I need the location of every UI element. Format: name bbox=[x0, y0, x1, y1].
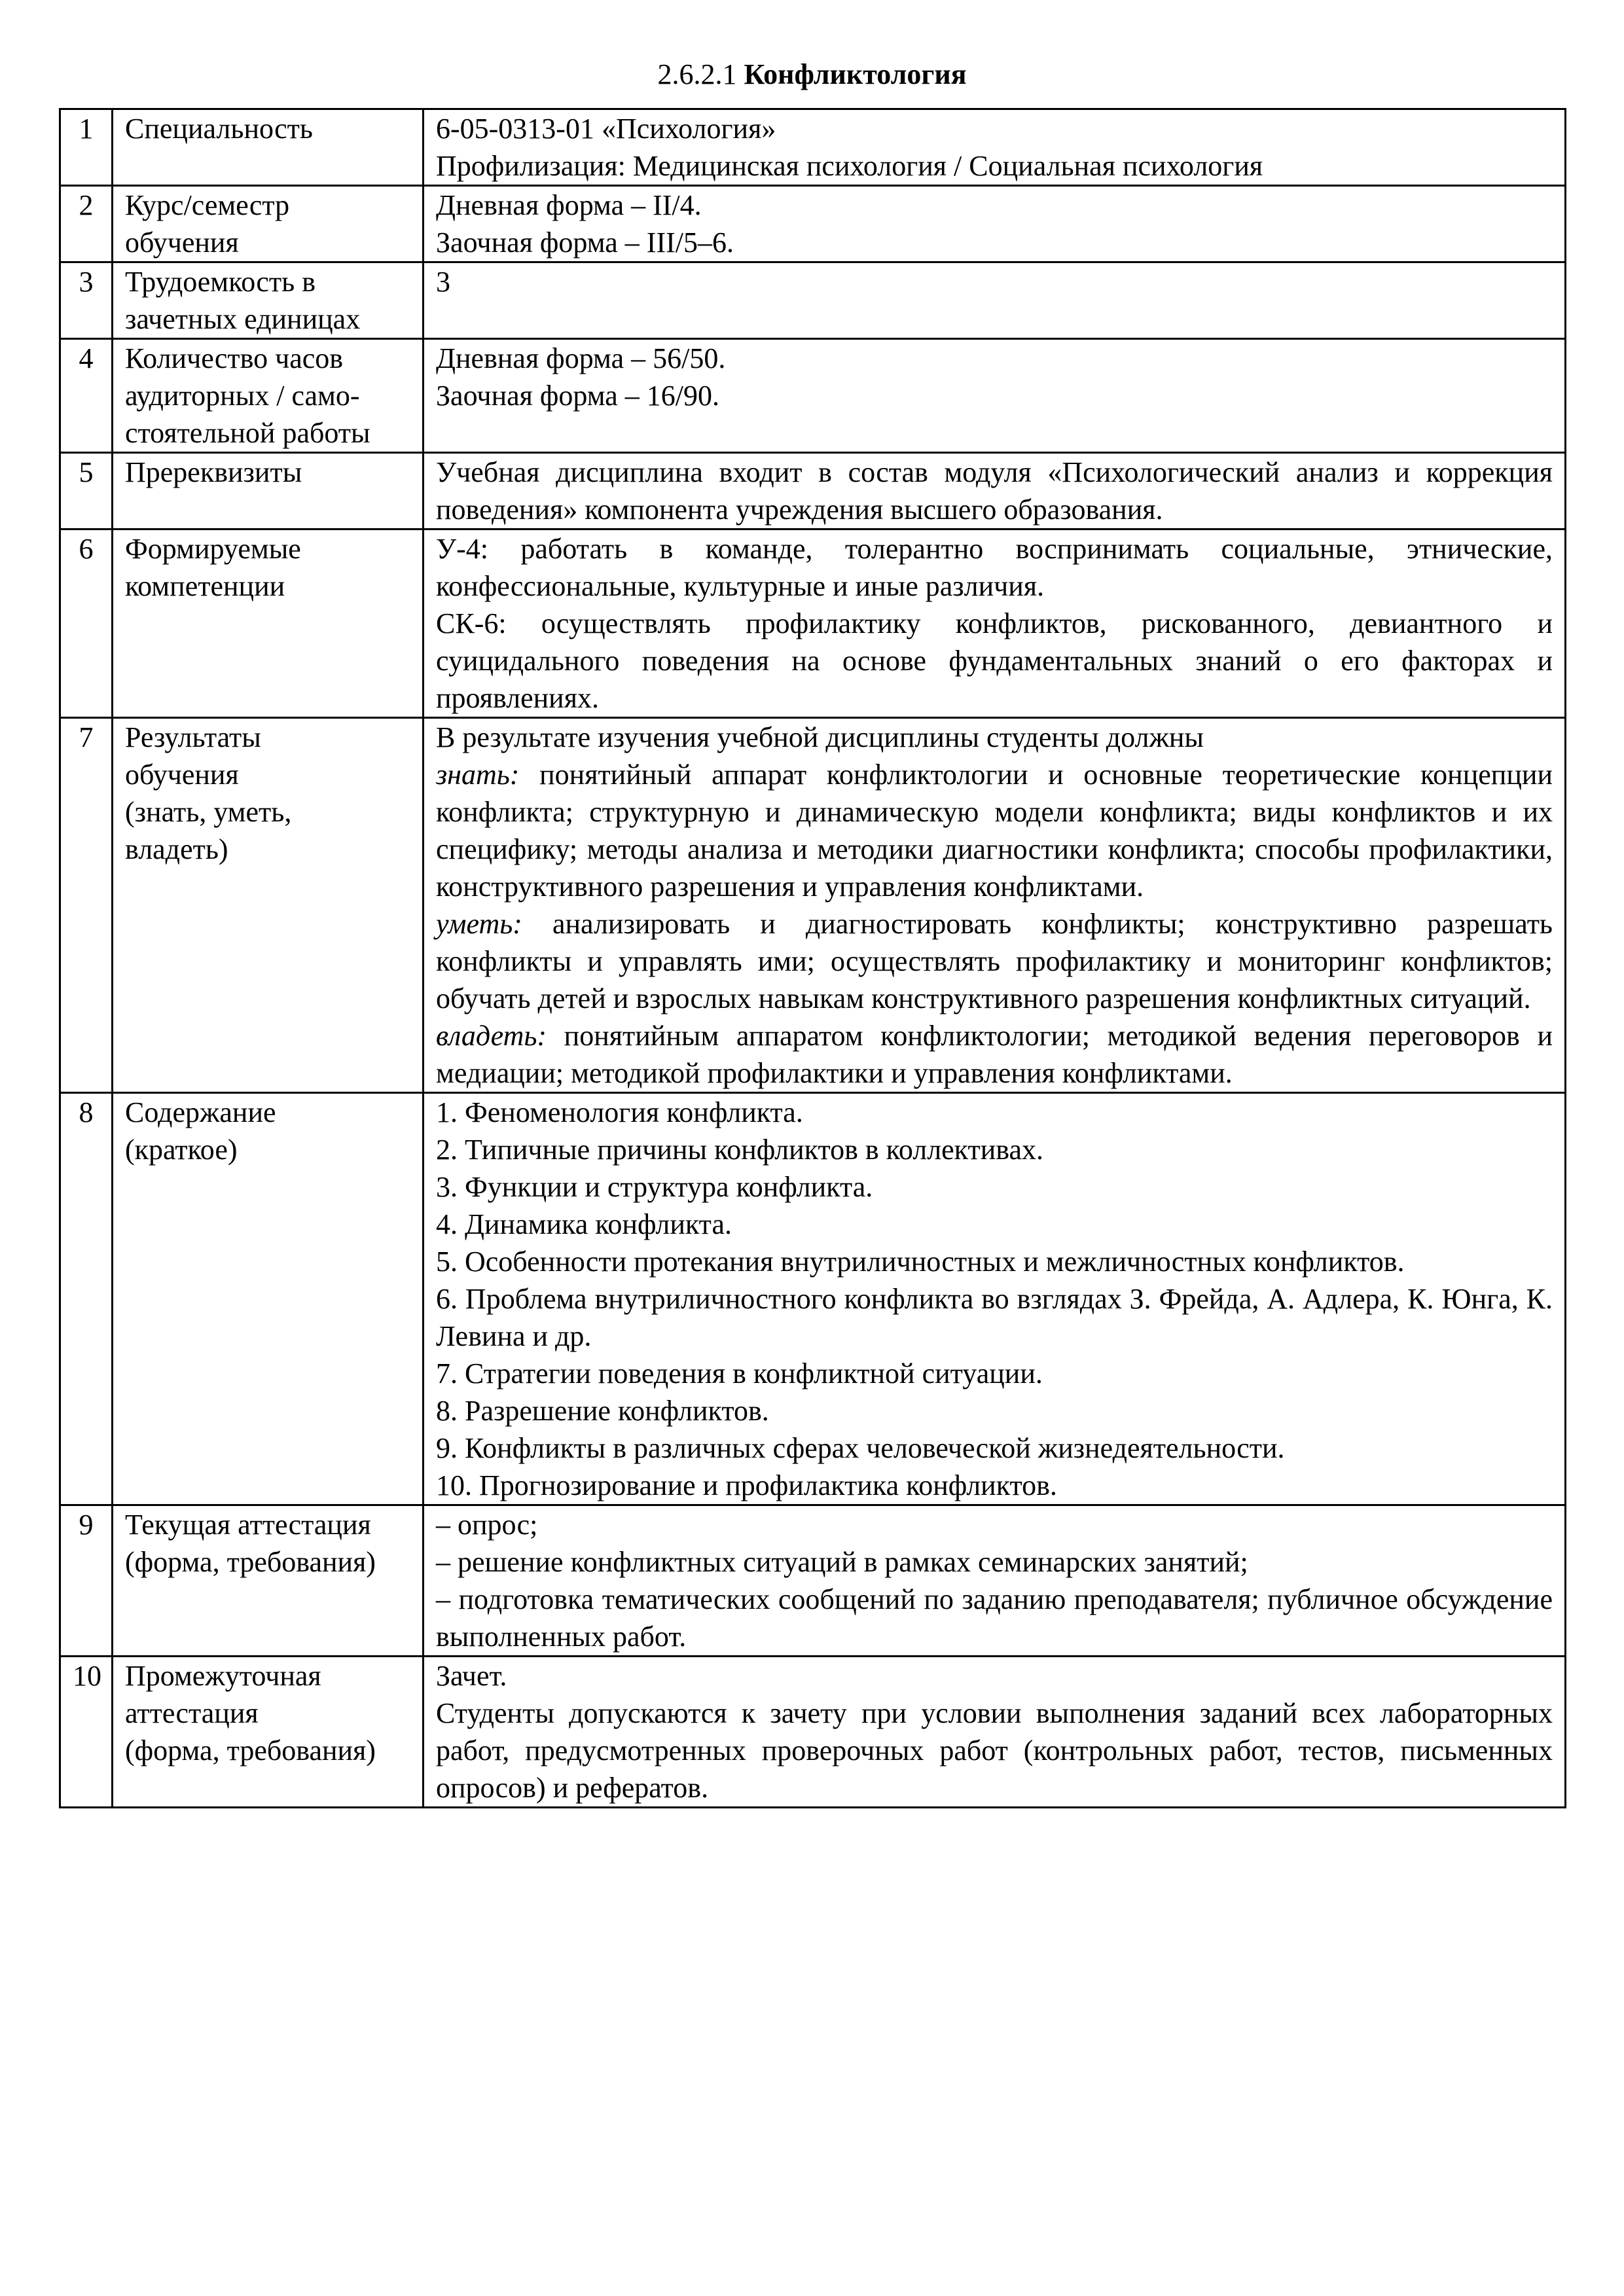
row-header-line: Специальность bbox=[125, 113, 313, 145]
competence-u4: У-4: работать в команде, толерантно воспринимать социальные, этнические, конфессиональные, культурные и иные различия. bbox=[436, 533, 1553, 602]
content-topic: 6. Проблема внутриличностного конфликта во взглядах З. Фрейда, А. Адлера, К. Юнга, К. Левина и др. bbox=[436, 1283, 1553, 1352]
row-header-line: Промежуточная bbox=[125, 1660, 321, 1692]
section-number: 2.6.2.1 bbox=[657, 58, 737, 90]
row-header-line: Содержание bbox=[125, 1096, 276, 1128]
row-content bbox=[424, 1657, 1566, 1808]
row-header-line: Текущая аттестация bbox=[125, 1509, 371, 1541]
table-row bbox=[60, 262, 1566, 339]
row-header-line: обучения bbox=[125, 759, 239, 791]
exam-form: Зачет. bbox=[436, 1660, 507, 1692]
outcome-master bbox=[436, 1017, 1553, 1092]
row-number: 8 bbox=[60, 1093, 113, 1505]
row-number: 3 bbox=[60, 262, 113, 339]
content-topic: 7. Стратегии поведения в конфликтной ситуации. bbox=[436, 1357, 1043, 1390]
row-content-line: Заочная форма – III/5–6. bbox=[436, 226, 734, 259]
row-header bbox=[113, 109, 424, 186]
row-header bbox=[113, 1093, 424, 1505]
row-content bbox=[424, 718, 1566, 1093]
outcome-know bbox=[436, 756, 1553, 905]
table-row bbox=[60, 109, 1566, 186]
row-header-line: Трудоемкость в bbox=[125, 266, 316, 298]
table-row bbox=[60, 339, 1566, 453]
row-content bbox=[424, 453, 1566, 529]
exam-requirements: Студенты допускаются к зачету при условии выполнения заданий всех лабораторных работ, предусмотренных проверочных работ (контрольных работ, тестов, письменных опросов) и рефератов. bbox=[436, 1697, 1553, 1804]
outcome-text: понятийный аппарат конфликтологии и основные теоретические концепции конфликта; структурную и динамическую модели конфликта; виды конфликтов и их специфику; методы анализа и методики диагностики конфликта; способы профилактики, конструктивного разрешения и управления конфликтами. bbox=[436, 759, 1553, 903]
row-content bbox=[424, 262, 1566, 339]
discipline-name: Конфликтология bbox=[744, 58, 967, 90]
content-topic: 5. Особенности протекания внутриличностных и межличностных конфликтов. bbox=[436, 1246, 1405, 1278]
row-header-line: Формируемые bbox=[125, 533, 301, 565]
row-header bbox=[113, 186, 424, 262]
row-header-line: (форма, требования) bbox=[125, 1546, 376, 1578]
row-content-line: Дневная форма – II/4. bbox=[436, 189, 702, 221]
page-title bbox=[0, 58, 1624, 92]
competence-sk6: СК-6: осуществлять профилактику конфликтов, рискованного, девиантного и суицидального поведения на основе фундаментальных знаний о его факторах и проявлениях. bbox=[436, 607, 1553, 714]
row-header-line: Пререквизиты bbox=[125, 456, 302, 488]
row-header bbox=[113, 1505, 424, 1657]
assessment-item: – опрос; bbox=[436, 1509, 538, 1541]
table-row bbox=[60, 1093, 1566, 1505]
row-header-line: Курс/семестр bbox=[125, 189, 290, 221]
row-content bbox=[424, 1093, 1566, 1505]
outcome-can bbox=[436, 905, 1553, 1017]
table-row bbox=[60, 1657, 1566, 1808]
row-content bbox=[424, 186, 1566, 262]
row-header-line: (краткое) bbox=[125, 1134, 238, 1166]
row-content-line: 3 bbox=[436, 266, 450, 298]
row-header-line: Результаты bbox=[125, 721, 261, 753]
row-header bbox=[113, 1657, 424, 1808]
assessment-item: – решение конфликтных ситуаций в рамках семинарских занятий; bbox=[436, 1546, 1248, 1578]
row-content-line: Профилизация: Медицинская психология / Социальная психология bbox=[436, 150, 1263, 182]
table-row bbox=[60, 529, 1566, 718]
content-topic: 3. Функции и структура конфликта. bbox=[436, 1171, 873, 1203]
row-header bbox=[113, 262, 424, 339]
row-number: 2 bbox=[60, 186, 113, 262]
row-number: 9 bbox=[60, 1505, 113, 1657]
row-header-line: обучения bbox=[125, 226, 239, 259]
content-topic: 4. Динамика конфликта. bbox=[436, 1208, 732, 1240]
outcome-label: уметь: bbox=[436, 908, 522, 940]
content-topic: 2. Типичные причины конфликтов в коллективах. bbox=[436, 1134, 1043, 1166]
row-header-line: стоятельной работы bbox=[125, 417, 370, 449]
row-header bbox=[113, 339, 424, 453]
content-topic: 10. Прогнозирование и профилактика конфликтов. bbox=[436, 1469, 1057, 1501]
outcomes-intro: В результате изучения учебной дисциплины студенты должны bbox=[436, 721, 1204, 753]
row-content-paragraph: Учебная дисциплина входит в состав модуля «Психологический анализ и коррекция поведения» компонента учреждения высшего образования. bbox=[436, 456, 1553, 526]
row-number: 10 bbox=[60, 1657, 113, 1808]
row-header bbox=[113, 453, 424, 529]
outcome-text: анализировать и диагностировать конфликты; конструктивно разрешать конфликты и управлять ими; осуществлять профилактику и мониторинг конфликтов; обучать детей и взрослых навыкам конструктивного разрешения конфликтных ситуаций. bbox=[436, 908, 1553, 1014]
row-content-line: Заочная форма – 16/90. bbox=[436, 380, 720, 412]
row-number: 4 bbox=[60, 339, 113, 453]
table-row bbox=[60, 1505, 1566, 1657]
table-row bbox=[60, 718, 1566, 1093]
syllabus-table bbox=[59, 108, 1566, 1808]
row-number: 6 bbox=[60, 529, 113, 718]
row-content bbox=[424, 109, 1566, 186]
row-content bbox=[424, 339, 1566, 453]
row-content-line: 6-05-0313-01 «Психология» bbox=[436, 113, 776, 145]
row-header-line: аттестация bbox=[125, 1697, 259, 1729]
row-header-line: компетенции bbox=[125, 570, 285, 602]
outcome-label: знать: bbox=[436, 759, 520, 791]
table-row bbox=[60, 186, 1566, 262]
outcome-label: владеть: bbox=[436, 1020, 547, 1052]
table-row bbox=[60, 453, 1566, 529]
row-header-line: аудиторных / само- bbox=[125, 380, 360, 412]
row-content-line: Дневная форма – 56/50. bbox=[436, 342, 726, 374]
row-header bbox=[113, 529, 424, 718]
row-header-line: Количество часов bbox=[125, 342, 344, 374]
row-header-line: зачетных единицах bbox=[125, 303, 361, 335]
assessment-item: – подготовка тематических сообщений по заданию преподавателя; публичное обсуждение выполненных работ. bbox=[436, 1583, 1553, 1653]
row-header-line: (форма, требования) bbox=[125, 1734, 376, 1767]
row-content bbox=[424, 529, 1566, 718]
row-header-line: (знать, уметь, bbox=[125, 796, 292, 828]
content-topic: 8. Разрешение конфликтов. bbox=[436, 1395, 769, 1427]
row-header bbox=[113, 718, 424, 1093]
row-number: 1 bbox=[60, 109, 113, 186]
content-topic: 1. Феноменология конфликта. bbox=[436, 1096, 803, 1128]
row-number: 7 bbox=[60, 718, 113, 1093]
row-header-line: владеть) bbox=[125, 833, 228, 865]
row-content bbox=[424, 1505, 1566, 1657]
content-topic: 9. Конфликты в различных сферах человеческой жизнедеятельности. bbox=[436, 1432, 1285, 1464]
outcome-text: понятийным аппаратом конфликтологии; методикой ведения переговоров и медиации; методикой профилактики и управления конфликтами. bbox=[436, 1020, 1553, 1089]
row-number: 5 bbox=[60, 453, 113, 529]
